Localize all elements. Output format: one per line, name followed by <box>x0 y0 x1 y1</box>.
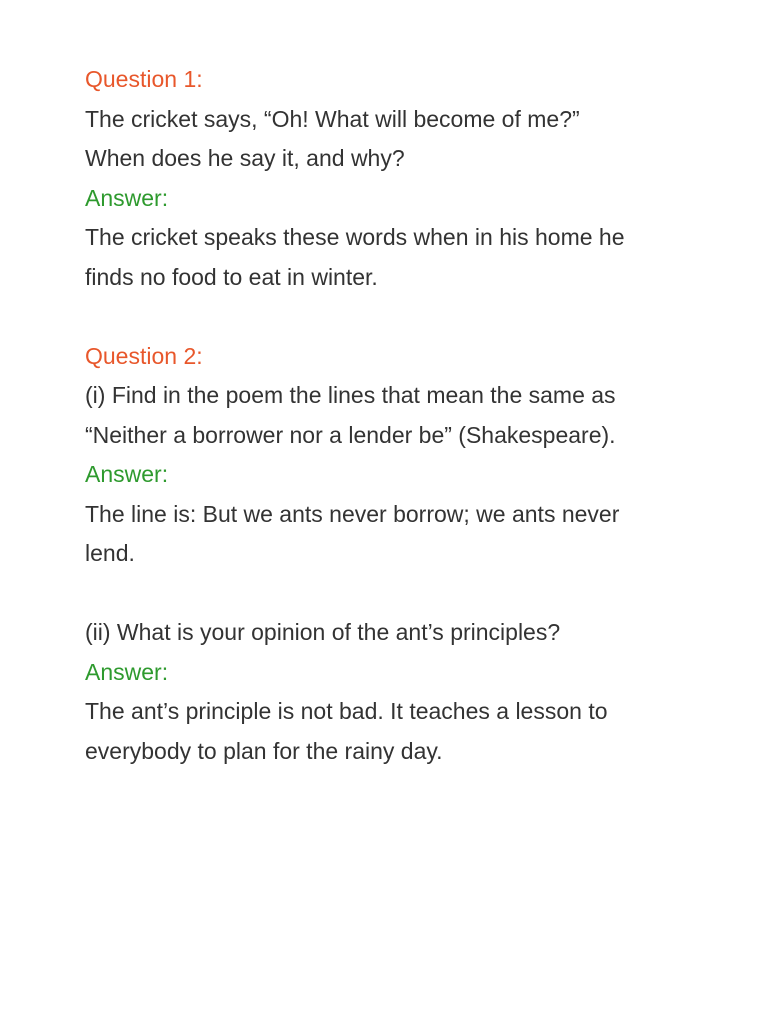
answer-1-text-line-1: The cricket speaks these words when in his home he <box>85 224 625 250</box>
subsection-spacer <box>85 574 725 614</box>
question-2ii-text-line-1: (ii) What is your opinion of the ant’s principles? <box>85 619 561 645</box>
qa-document <box>85 60 725 771</box>
question-2-section <box>85 337 725 772</box>
question-2i-text-line-2: “Neither a borrower nor a lender be” (Shakespeare). <box>85 421 616 448</box>
section-spacer <box>85 297 725 337</box>
question-2-label: Question 2: <box>85 342 203 369</box>
question-1-label: Question 1: <box>85 66 203 92</box>
answer-2i-label: Answer: <box>85 461 169 487</box>
answer-2ii-label: Answer: <box>85 658 169 685</box>
question-1-text-line-1: The cricket says, “Oh! What will become of me?” <box>85 105 580 132</box>
answer-1-text-line-2: finds no food to eat in winter. <box>85 263 378 290</box>
answer-2ii-text-line-1: The ant’s principle is not bad. It teaches a lesson to <box>85 698 608 724</box>
answer-2i-text-line-2: lend. <box>85 540 135 566</box>
answer-1-label: Answer: <box>85 184 169 211</box>
question-1-section <box>85 60 725 297</box>
question-2i-text-line-1: (i) Find in the poem the lines that mean the same as <box>85 382 616 408</box>
answer-2ii-text-line-2: everybody to plan for the rainy day. <box>85 737 443 764</box>
question-1-text-line-2: When does he say it, and why? <box>85 145 405 171</box>
answer-2i-text-line-1: The line is: But we ants never borrow; we ants never <box>85 500 620 527</box>
